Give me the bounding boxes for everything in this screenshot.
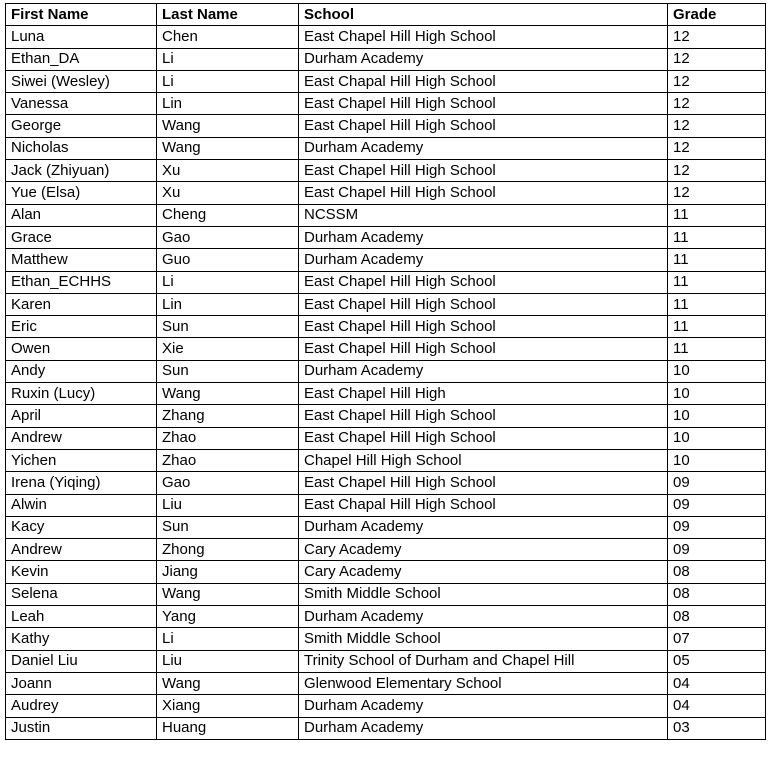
grade-cell: 10 xyxy=(668,383,766,405)
school-cell: Chapel Hill High School xyxy=(299,449,668,471)
school-cell: Smith Middle School xyxy=(299,628,668,650)
grade-cell: 08 xyxy=(668,583,766,605)
school-cell: East Chapel Hill High School xyxy=(299,93,668,115)
last-name-cell: Guo xyxy=(157,249,299,271)
first-name-cell: Andy xyxy=(6,360,157,382)
first-name-cell: Alwin xyxy=(6,494,157,516)
last-name-cell: Chen xyxy=(157,26,299,48)
school-cell: Durham Academy xyxy=(299,606,668,628)
school-cell: East Chapel Hill High School xyxy=(299,160,668,182)
first-name-cell: Yichen xyxy=(6,449,157,471)
last-name-cell: Liu xyxy=(157,494,299,516)
grade-cell: 12 xyxy=(668,93,766,115)
grade-cell: 09 xyxy=(668,472,766,494)
first-name-cell: Kacy xyxy=(6,516,157,538)
last-name-cell: Liu xyxy=(157,650,299,672)
grade-cell: 10 xyxy=(668,405,766,427)
school-cell: Durham Academy xyxy=(299,360,668,382)
first-name-cell: Jack (Zhiyuan) xyxy=(6,160,157,182)
first-name-cell: April xyxy=(6,405,157,427)
last-name-cell: Li xyxy=(157,48,299,70)
grade-cell: 12 xyxy=(668,137,766,159)
last-name-cell: Zhao xyxy=(157,449,299,471)
school-cell: Trinity School of Durham and Chapel Hill xyxy=(299,650,668,672)
last-name-cell: Wang xyxy=(157,383,299,405)
last-name-cell: Yang xyxy=(157,606,299,628)
first-name-cell: Andrew xyxy=(6,539,157,561)
grade-cell: 10 xyxy=(668,427,766,449)
last-name-cell: Lin xyxy=(157,293,299,315)
last-name-cell: Gao xyxy=(157,472,299,494)
first-name-cell: Daniel Liu xyxy=(6,650,157,672)
last-name-cell: Zhong xyxy=(157,539,299,561)
last-name-cell: Sun xyxy=(157,360,299,382)
grade-cell: 12 xyxy=(668,160,766,182)
table-row xyxy=(6,672,766,694)
grade-cell: 09 xyxy=(668,539,766,561)
column-header-grade: Grade xyxy=(668,4,766,26)
last-name-cell: Wang xyxy=(157,672,299,694)
grade-cell: 11 xyxy=(668,226,766,248)
table-row xyxy=(6,293,766,315)
table-row xyxy=(6,48,766,70)
grade-cell: 12 xyxy=(668,70,766,92)
grade-cell: 11 xyxy=(668,293,766,315)
last-name-cell: Li xyxy=(157,70,299,92)
school-cell: East Chapel Hill High School xyxy=(299,316,668,338)
school-cell: Durham Academy xyxy=(299,717,668,739)
last-name-cell: Xie xyxy=(157,338,299,360)
grade-cell: 05 xyxy=(668,650,766,672)
first-name-cell: Irena (Yiqing) xyxy=(6,472,157,494)
table-row xyxy=(6,695,766,717)
table-row xyxy=(6,650,766,672)
last-name-cell: Zhang xyxy=(157,405,299,427)
last-name-cell: Sun xyxy=(157,316,299,338)
school-cell: Durham Academy xyxy=(299,48,668,70)
first-name-cell: Joann xyxy=(6,672,157,694)
table-row xyxy=(6,70,766,92)
grade-cell: 07 xyxy=(668,628,766,650)
school-cell: East Chapel Hill High School xyxy=(299,405,668,427)
school-cell: East Chapel Hill High School xyxy=(299,472,668,494)
student-roster-table xyxy=(5,3,766,740)
table-row xyxy=(6,405,766,427)
last-name-cell: Li xyxy=(157,628,299,650)
school-cell: Durham Academy xyxy=(299,695,668,717)
school-cell: East Chapel Hill High School xyxy=(299,26,668,48)
school-cell: East Chapel Hill High xyxy=(299,383,668,405)
table-row xyxy=(6,26,766,48)
table-row xyxy=(6,494,766,516)
table-row xyxy=(6,606,766,628)
grade-cell: 12 xyxy=(668,182,766,204)
table-row xyxy=(6,561,766,583)
grade-cell: 11 xyxy=(668,316,766,338)
last-name-cell: Wang xyxy=(157,137,299,159)
table-row xyxy=(6,516,766,538)
first-name-cell: Yue (Elsa) xyxy=(6,182,157,204)
grade-cell: 11 xyxy=(668,204,766,226)
school-cell: East Chapel Hill High School xyxy=(299,182,668,204)
table-header-row xyxy=(6,4,766,26)
first-name-cell: Alan xyxy=(6,204,157,226)
first-name-cell: Audrey xyxy=(6,695,157,717)
last-name-cell: Xiang xyxy=(157,695,299,717)
table-row xyxy=(6,360,766,382)
first-name-cell: Kathy xyxy=(6,628,157,650)
first-name-cell: Owen xyxy=(6,338,157,360)
grade-cell: 09 xyxy=(668,494,766,516)
table-row xyxy=(6,204,766,226)
table-row xyxy=(6,93,766,115)
table-row xyxy=(6,226,766,248)
table-row xyxy=(6,472,766,494)
table-row xyxy=(6,316,766,338)
grade-cell: 11 xyxy=(668,338,766,360)
last-name-cell: Wang xyxy=(157,583,299,605)
school-cell: NCSSM xyxy=(299,204,668,226)
last-name-cell: Jiang xyxy=(157,561,299,583)
grade-cell: 09 xyxy=(668,516,766,538)
first-name-cell: Justin xyxy=(6,717,157,739)
school-cell: Smith Middle School xyxy=(299,583,668,605)
grade-cell: 12 xyxy=(668,48,766,70)
column-header-school: School xyxy=(299,4,668,26)
first-name-cell: Kevin xyxy=(6,561,157,583)
first-name-cell: Karen xyxy=(6,293,157,315)
first-name-cell: Siwei (Wesley) xyxy=(6,70,157,92)
first-name-cell: Eric xyxy=(6,316,157,338)
school-cell: East Chapal Hill High School xyxy=(299,70,668,92)
first-name-cell: Grace xyxy=(6,226,157,248)
grade-cell: 08 xyxy=(668,606,766,628)
table-row xyxy=(6,628,766,650)
school-cell: East Chapel Hill High School xyxy=(299,293,668,315)
school-cell: East Chapel Hill High School xyxy=(299,338,668,360)
table-row xyxy=(6,383,766,405)
last-name-cell: Sun xyxy=(157,516,299,538)
first-name-cell: Nicholas xyxy=(6,137,157,159)
grade-cell: 04 xyxy=(668,672,766,694)
table-row xyxy=(6,338,766,360)
school-cell: Cary Academy xyxy=(299,561,668,583)
table-row xyxy=(6,271,766,293)
last-name-cell: Gao xyxy=(157,226,299,248)
last-name-cell: Cheng xyxy=(157,204,299,226)
last-name-cell: Xu xyxy=(157,160,299,182)
school-cell: Durham Academy xyxy=(299,516,668,538)
last-name-cell: Zhao xyxy=(157,427,299,449)
table-body xyxy=(6,26,766,740)
first-name-cell: Ethan_ECHHS xyxy=(6,271,157,293)
first-name-cell: Luna xyxy=(6,26,157,48)
grade-cell: 08 xyxy=(668,561,766,583)
grade-cell: 11 xyxy=(668,249,766,271)
school-cell: East Chapel Hill High School xyxy=(299,115,668,137)
school-cell: East Chapal Hill High School xyxy=(299,494,668,516)
school-cell: Durham Academy xyxy=(299,249,668,271)
last-name-cell: Wang xyxy=(157,115,299,137)
school-cell: Glenwood Elementary School xyxy=(299,672,668,694)
table-row xyxy=(6,115,766,137)
column-header-first-name: First Name xyxy=(6,4,157,26)
first-name-cell: Ethan_DA xyxy=(6,48,157,70)
first-name-cell: George xyxy=(6,115,157,137)
school-cell: East Chapel Hill High School xyxy=(299,271,668,293)
first-name-cell: Leah xyxy=(6,606,157,628)
last-name-cell: Xu xyxy=(157,182,299,204)
table-row xyxy=(6,137,766,159)
grade-cell: 04 xyxy=(668,695,766,717)
table-row xyxy=(6,160,766,182)
first-name-cell: Selena xyxy=(6,583,157,605)
grade-cell: 03 xyxy=(668,717,766,739)
last-name-cell: Huang xyxy=(157,717,299,739)
grade-cell: 11 xyxy=(668,271,766,293)
table-row xyxy=(6,427,766,449)
table-row xyxy=(6,539,766,561)
school-cell: Durham Academy xyxy=(299,137,668,159)
table-row xyxy=(6,583,766,605)
last-name-cell: Lin xyxy=(157,93,299,115)
table-row xyxy=(6,717,766,739)
grade-cell: 12 xyxy=(668,26,766,48)
last-name-cell: Li xyxy=(157,271,299,293)
school-cell: Durham Academy xyxy=(299,226,668,248)
table-row xyxy=(6,449,766,471)
first-name-cell: Vanessa xyxy=(6,93,157,115)
grade-cell: 10 xyxy=(668,449,766,471)
grade-cell: 12 xyxy=(668,115,766,137)
school-cell: East Chapel Hill High School xyxy=(299,427,668,449)
first-name-cell: Matthew xyxy=(6,249,157,271)
first-name-cell: Ruxin (Lucy) xyxy=(6,383,157,405)
table-row xyxy=(6,249,766,271)
first-name-cell: Andrew xyxy=(6,427,157,449)
table-row xyxy=(6,182,766,204)
school-cell: Cary Academy xyxy=(299,539,668,561)
column-header-last-name: Last Name xyxy=(157,4,299,26)
grade-cell: 10 xyxy=(668,360,766,382)
